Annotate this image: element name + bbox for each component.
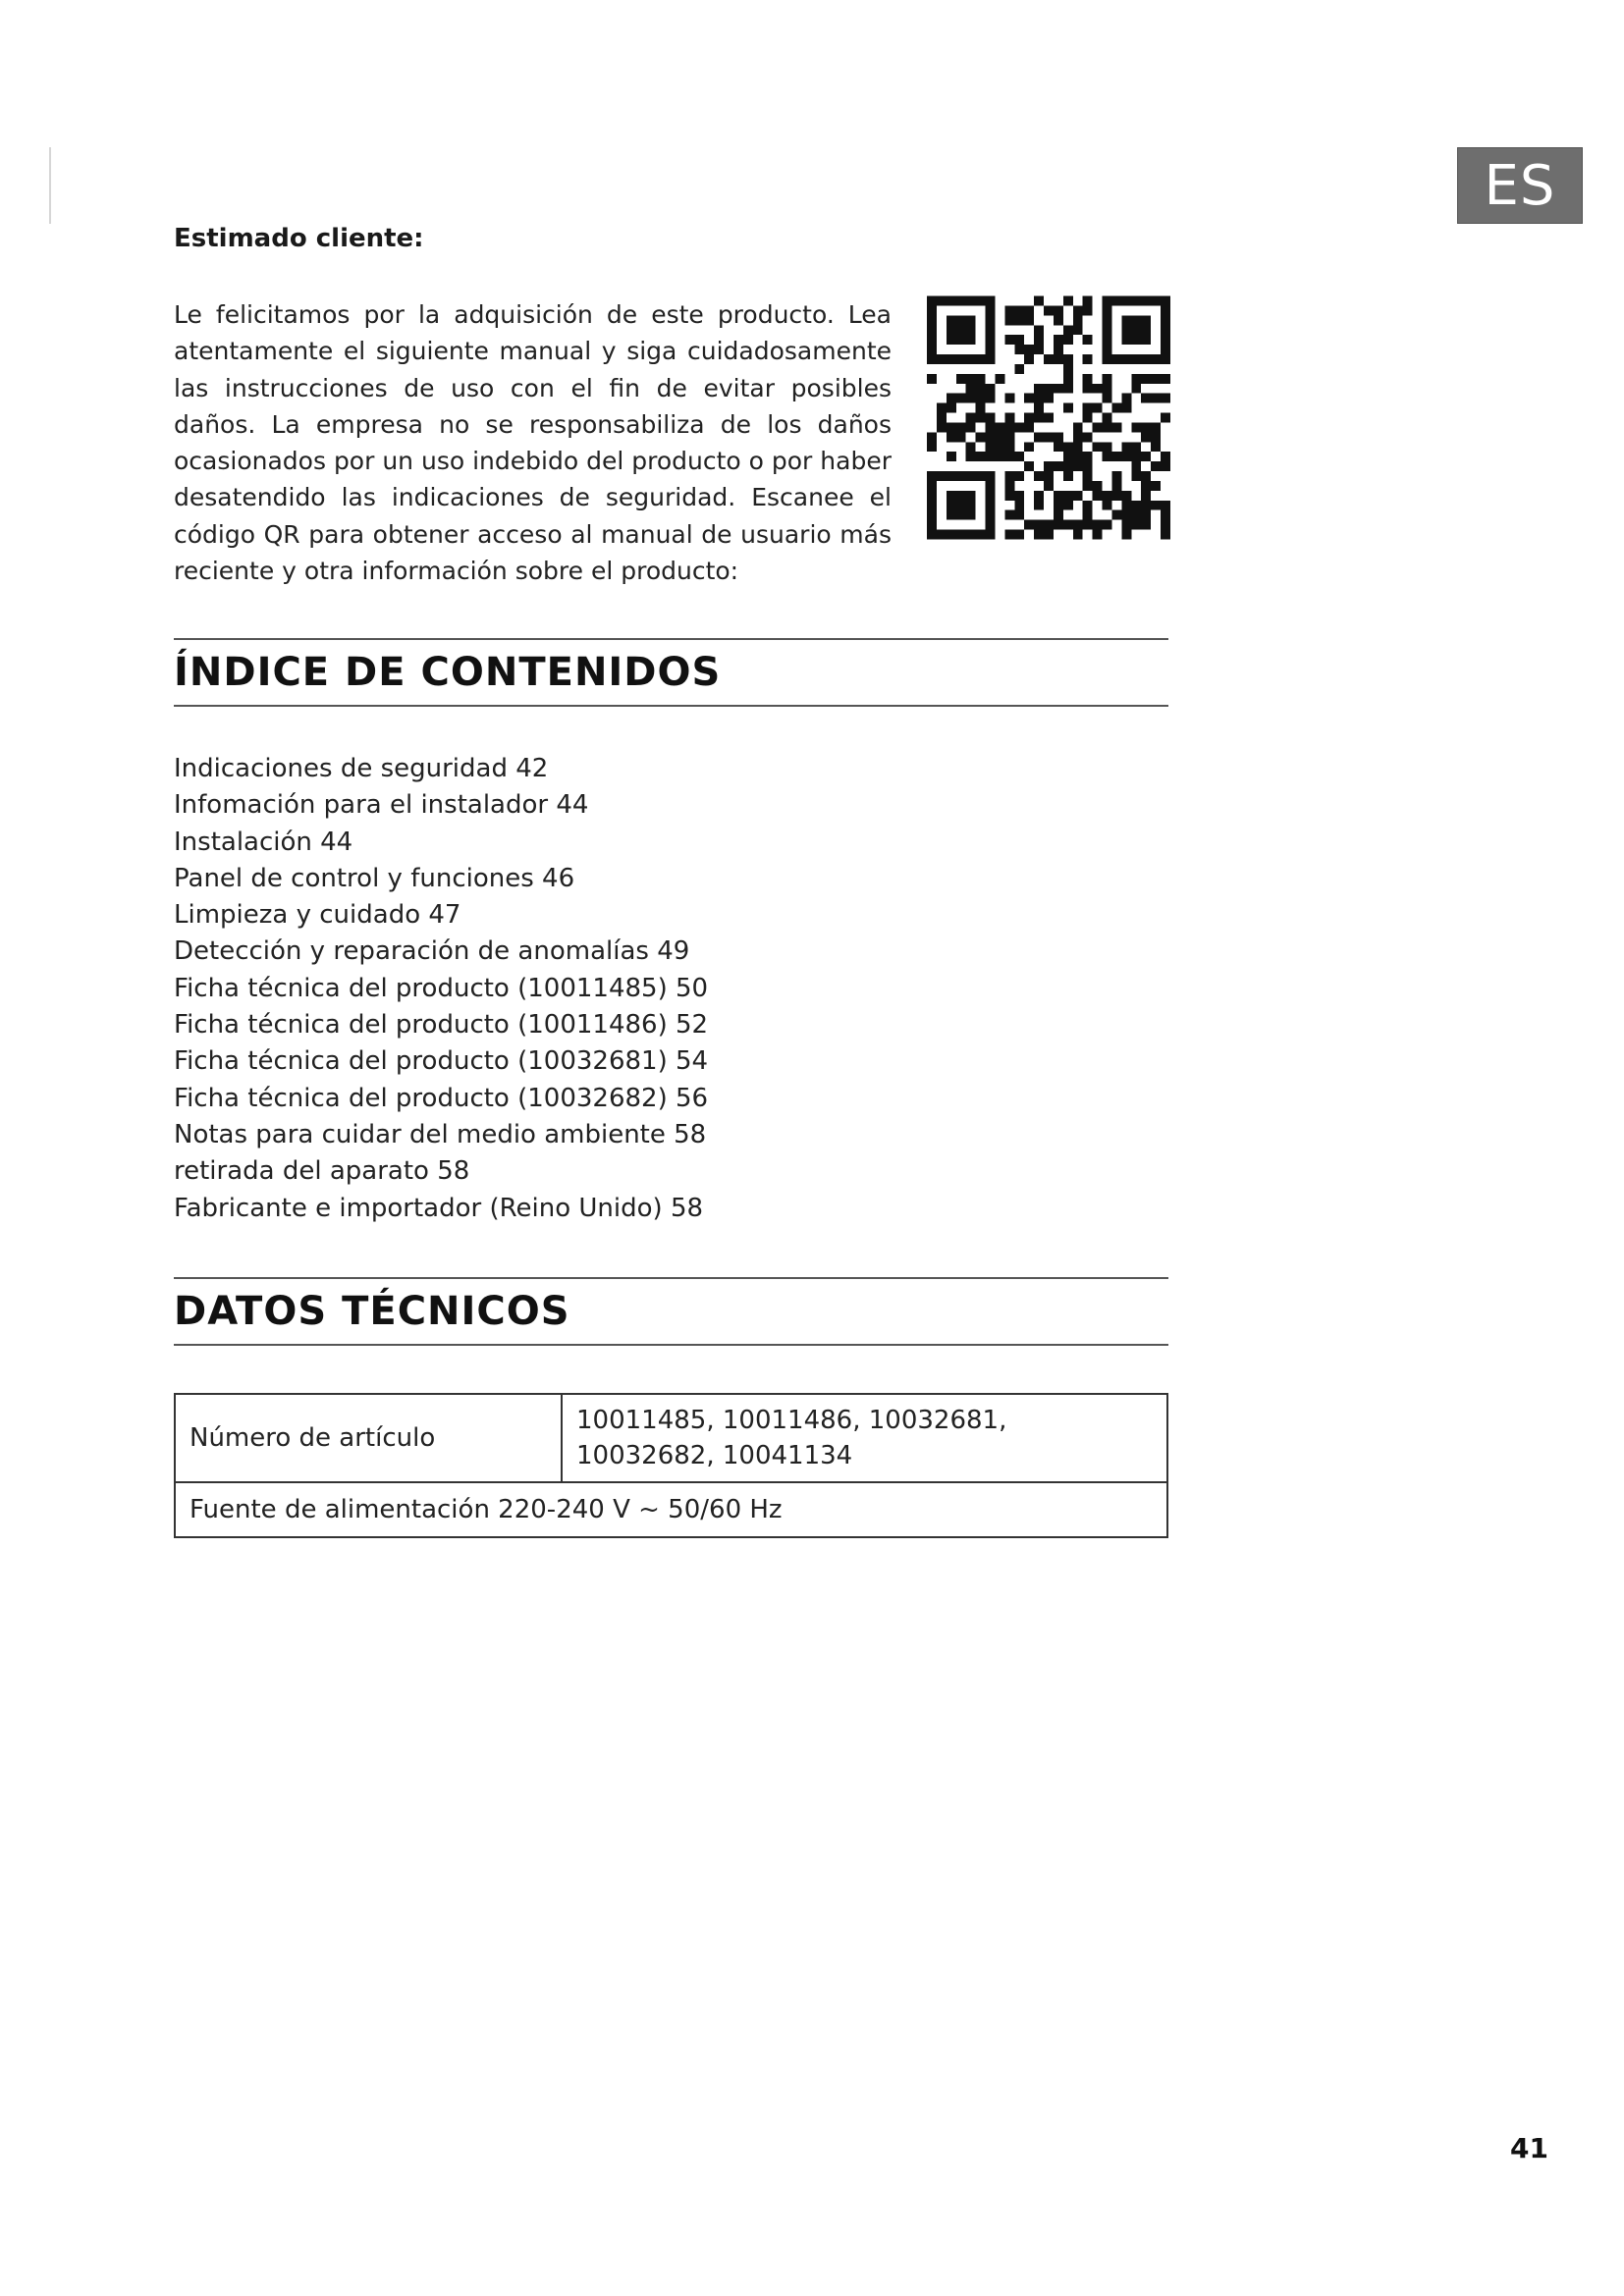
toc-item: Panel de control y funciones 46 [174, 863, 575, 893]
toc-item: Infomación para el instalador 44 [174, 790, 589, 821]
table-cell-label: Número de artículo [175, 1394, 562, 1482]
toc-item: retirada del aparato 58 [174, 1156, 470, 1187]
toc-item: Fabricante e importador (Reino Unido) 58 [174, 1193, 704, 1223]
toc-item: Notas para cuidar del medio ambiente 58 [174, 1119, 707, 1149]
language-badge: ES [1457, 147, 1583, 224]
page-number: 41 [1510, 2132, 1548, 2164]
greeting-heading: Estimado cliente: [174, 224, 424, 253]
toc-item: Detección y reparación de anomalías 49 [174, 936, 690, 967]
tech-data-title: DATOS TÉCNICOS [174, 1289, 570, 1334]
toc-item: Ficha técnica del producto (10032681) 54 [174, 1046, 709, 1077]
toc-title: ÍNDICE DE CONTENIDOS [174, 650, 722, 695]
table-cell-value: 10011485, 10011486, 10032681, 10032682, 10041134 [562, 1394, 1167, 1482]
intro-paragraph: Le felicitamos por la adquisición de este producto. Lea atentamente el siguiente manual y siga cuidadosamente las instrucciones de uso con el fin de evitar posibles daños. La empresa no se responsabiliza de los daños ocasionados por un uso indebido del producto o por haber desatendido las indicaciones de seguridad. Escanee el código QR para obtener acceso al manual de usuario más reciente y otra información sobre el producto: [174, 300, 892, 586]
toc-item: Ficha técnica del producto (10032682) 56 [174, 1083, 709, 1113]
toc-item: Limpieza y cuidado 47 [174, 900, 461, 931]
toc-item: Ficha técnica del producto (10011485) 50 [174, 973, 709, 1003]
tech-data-section-header [174, 1277, 1168, 1346]
toc-item: Indicaciones de seguridad 42 [174, 754, 549, 783]
tech-data-table [174, 1393, 1168, 1538]
table-row [175, 1394, 1167, 1482]
table-row [175, 1482, 1167, 1537]
toc-item: Ficha técnica del producto (10011486) 52 [174, 1010, 709, 1041]
qr-code-icon[interactable] [927, 295, 1170, 540]
margin-rule [49, 147, 51, 224]
toc-section-header [174, 638, 1168, 707]
table-cell-label: Fuente de alimentación 220-240 V ~ 50/60 Hz [175, 1482, 1167, 1537]
toc-item: Instalación 44 [174, 827, 353, 857]
table-of-contents [174, 751, 708, 1227]
